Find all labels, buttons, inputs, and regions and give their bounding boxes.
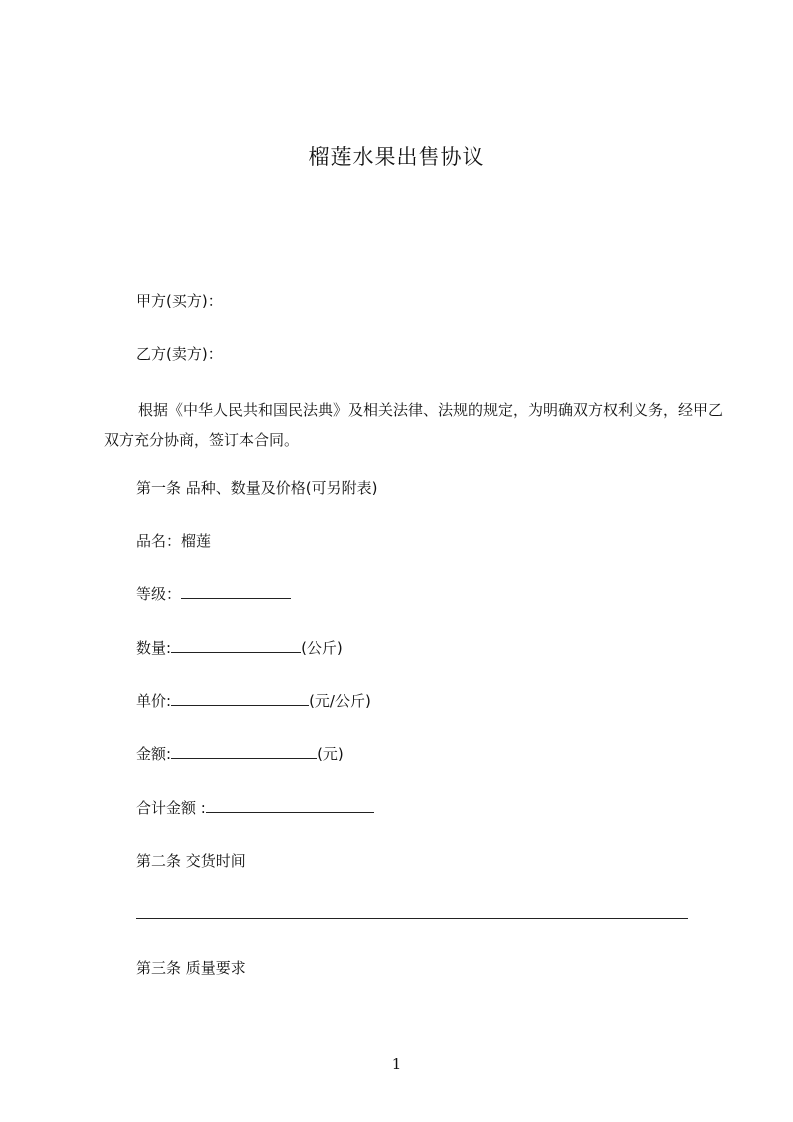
party-b-label: 乙方(卖方)： <box>136 345 223 363</box>
unit-price-label: 单价: <box>136 692 172 710</box>
grade-blank <box>181 583 291 599</box>
grade-label: 等级： <box>136 585 182 603</box>
quantity-line <box>136 637 343 659</box>
page-number: 1 <box>391 1055 402 1073</box>
article-2-heading: 第二条 交货时间 <box>136 852 246 870</box>
party-a-label: 甲方(买方)： <box>136 292 223 310</box>
amount-blank <box>171 743 317 759</box>
unit-price-blank <box>171 690 309 706</box>
quantity-unit: (公斤) <box>301 639 343 657</box>
amount-line <box>136 743 344 765</box>
total-blank <box>206 797 374 813</box>
intro-paragraph: 根据《中华人民共和国民法典》及相关法律、法规的规定，为明确双方权利义务，经甲乙双方充分协商，签订本合同。 <box>104 401 724 449</box>
product-name-line: 品名：榴莲 <box>136 532 212 550</box>
delivery-time-blank <box>136 918 688 919</box>
amount-unit: (元) <box>317 745 344 763</box>
quantity-blank <box>171 637 301 653</box>
quantity-label: 数量: <box>136 639 172 657</box>
article-3-heading: 第三条 质量要求 <box>136 959 246 977</box>
amount-label: 金额: <box>136 745 172 763</box>
unit-price-unit: (元/公斤) <box>309 692 371 710</box>
article-1-heading: 第一条 品种、数量及价格(可另附表) <box>136 479 378 497</box>
document-title: 榴莲水果出售协议 <box>308 145 485 169</box>
total-label: 合计金额 : <box>136 799 206 817</box>
unit-price-line <box>136 690 371 712</box>
total-line <box>136 797 374 819</box>
grade-line <box>136 583 291 605</box>
